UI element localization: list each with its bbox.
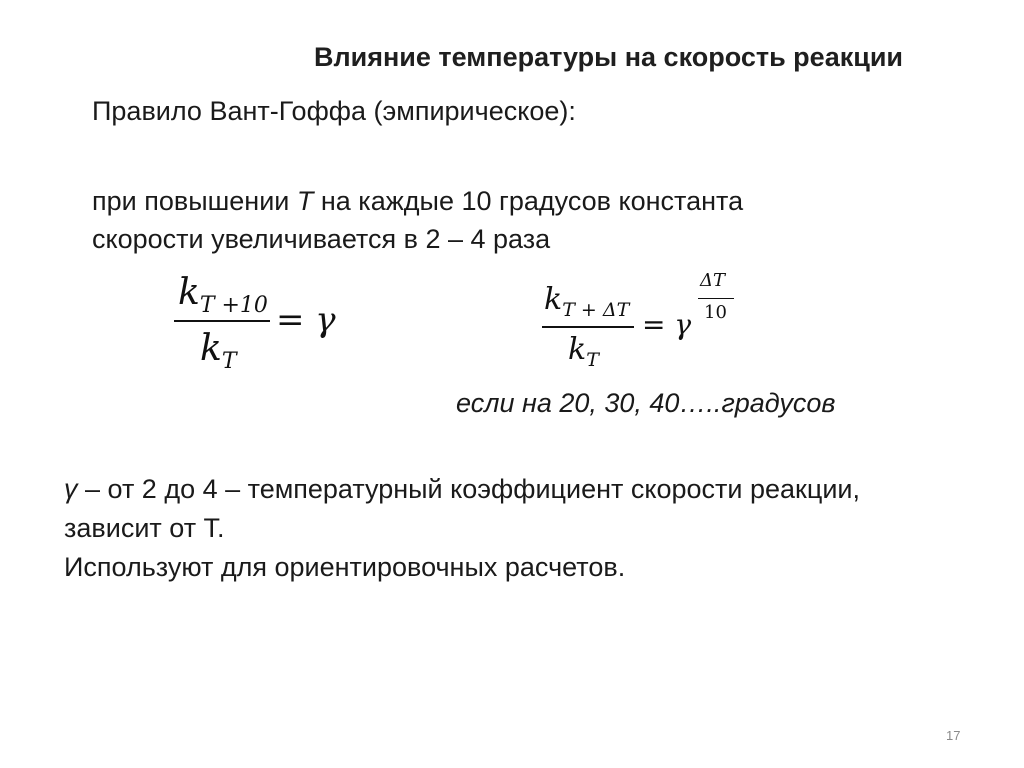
rule-description (92, 182, 743, 258)
formula2-rhs: = γ (642, 308, 692, 341)
formula1-num-k: k (178, 272, 200, 313)
description-line-1-prefix: при повышении (92, 186, 297, 216)
formula1-den-subscript: T (221, 349, 237, 375)
formula2-fraction-bar (542, 326, 634, 328)
formula2-den-subscript: T (586, 349, 599, 372)
formula-vant-hoff-general (540, 268, 750, 378)
formula2-denominator (568, 332, 599, 372)
formula1-denominator (200, 328, 237, 375)
formula1-numerator (178, 272, 268, 319)
description-line-1 (92, 182, 743, 220)
description-line-1-suffix: на каждые 10 градусов константа (313, 186, 744, 216)
formula1-den-k: k (200, 328, 222, 369)
note-line-3: Используют для ориентировочных расчетов. (64, 552, 626, 582)
formula1-num-subscript: T +10 (199, 293, 268, 319)
page-number: 17 (946, 728, 961, 743)
note-line-1 (64, 470, 860, 509)
coefficient-note (64, 470, 860, 587)
temperature-variable: T (296, 186, 314, 216)
formula2-num-subscript: T + ΔT (562, 299, 630, 322)
slide-title: Влияние температуры на скорость реакции (314, 42, 904, 72)
note-line-1-rest: – от 2 до 4 – температурный коэффициент скорости реакции, (77, 474, 860, 504)
formula-vant-hoff-10 (172, 272, 342, 382)
formula1-rhs: = γ (276, 300, 336, 340)
formula1-fraction-bar (174, 320, 270, 322)
gamma-symbol: γ (64, 474, 78, 504)
formula2-exponent-numerator: ΔT (700, 270, 726, 291)
note-line-2: зависит от T. (64, 513, 225, 543)
formula2-exponent-bar (698, 298, 734, 299)
formula2-num-k: k (544, 282, 563, 317)
formula2-den-k: k (568, 332, 587, 367)
condition-text: если на 20, 30, 40…..градусов (456, 388, 836, 418)
formula2-exponent-denominator: 10 (704, 302, 727, 323)
description-line-2: скорости увеличивается в 2 – 4 раза (92, 224, 551, 254)
rule-heading: Правило Вант-Гоффа (эмпирическое): (92, 96, 576, 126)
formula2-numerator (544, 282, 630, 322)
